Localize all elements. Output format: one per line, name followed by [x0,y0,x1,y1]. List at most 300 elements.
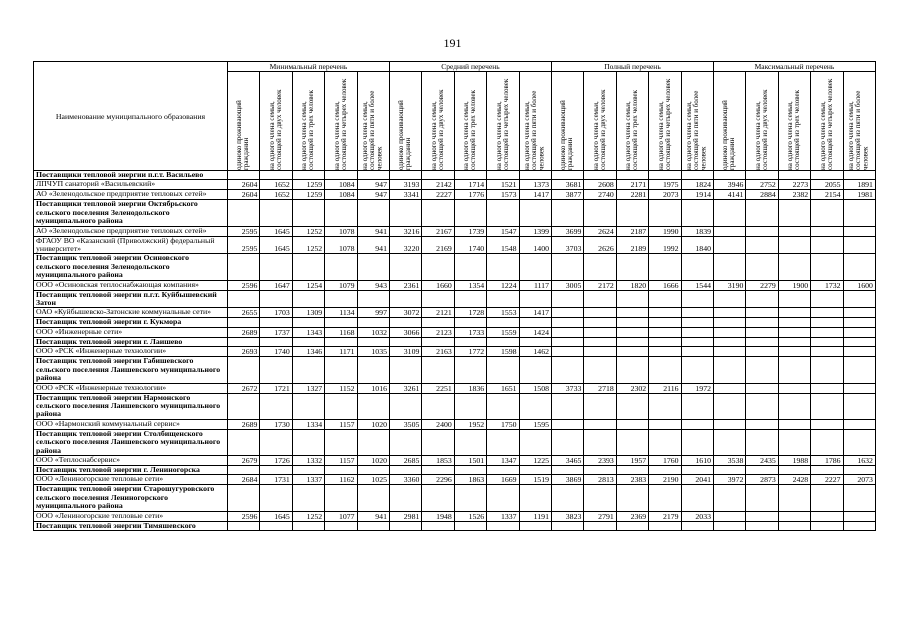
value-cell: 941 [357,236,389,254]
value-cell [325,290,357,308]
value-cell [519,254,551,280]
value-cell: 2400 [422,419,454,429]
value-cell: 2626 [584,236,616,254]
value-cell [843,308,875,318]
value-cell [519,290,551,308]
value-cell: 1750 [487,419,519,429]
value-cell: 1157 [325,455,357,465]
value-cell [389,254,421,280]
value-cell [357,357,389,383]
value-cell [228,465,260,474]
value-cell [649,521,681,530]
value-cell: 1254 [292,280,324,290]
subcolumn-header-text: одиноко проживающий гражданин [397,100,413,170]
value-cell [649,171,681,180]
value-cell [357,337,389,346]
value-cell [649,200,681,226]
value-cell [843,236,875,254]
value-cell [811,254,843,280]
value-cell [551,357,583,383]
value-cell [713,200,745,226]
value-cell [487,357,519,383]
value-cell: 1225 [519,455,551,465]
value-cell [843,254,875,280]
value-cell [325,171,357,180]
value-cell [616,318,648,327]
value-cell: 2873 [746,475,778,485]
value-cell: 1152 [325,383,357,393]
organization-name: ОАО «Куйбышевско-Затонские коммунальные сети» [34,308,228,318]
value-cell: 3360 [389,475,421,485]
value-cell: 2884 [746,190,778,200]
value-cell: 947 [357,180,389,190]
value-cell: 3005 [551,280,583,290]
value-cell: 1553 [487,308,519,318]
value-cell: 1948 [422,511,454,521]
value-cell [616,200,648,226]
value-cell: 2685 [389,455,421,465]
section-row [34,485,876,511]
value-cell [292,290,324,308]
value-cell [681,393,713,419]
value-cell [649,308,681,318]
value-cell: 941 [357,511,389,521]
value-cell: 4141 [713,190,745,200]
value-cell: 1077 [325,511,357,521]
value-cell [681,308,713,318]
value-cell [681,200,713,226]
value-cell: 1400 [519,236,551,254]
table-row [34,236,876,254]
value-cell [389,357,421,383]
value-cell [811,226,843,236]
value-cell [778,337,810,346]
value-cell: 3972 [713,475,745,485]
value-cell [584,337,616,346]
section-title: Поставщики тепловой энергии п.г.т. Васильево [34,171,228,180]
value-cell: 2172 [584,280,616,290]
value-cell: 2073 [649,190,681,200]
value-cell [487,290,519,308]
value-cell: 2281 [616,190,648,200]
value-cell: 2672 [228,383,260,393]
value-cell [389,393,421,419]
value-cell [260,521,292,530]
value-cell: 943 [357,280,389,290]
subcolumn-header-text: на одного члена семьи, состоящей из четырех человек [494,78,510,170]
value-cell [292,521,324,530]
value-cell [713,419,745,429]
value-cell: 1952 [454,419,486,429]
value-cell [454,521,486,530]
value-cell [584,200,616,226]
value-cell: 2393 [584,455,616,465]
value-cell: 3190 [713,280,745,290]
value-cell: 1162 [325,475,357,485]
value-cell [713,254,745,280]
value-cell [843,429,875,455]
value-cell [649,254,681,280]
value-cell: 997 [357,308,389,318]
value-cell: 1526 [454,511,486,521]
value-cell [292,254,324,280]
value-cell [389,337,421,346]
value-cell [584,290,616,308]
value-cell [454,357,486,383]
value-cell [811,236,843,254]
value-cell [616,521,648,530]
value-cell: 2167 [422,226,454,236]
value-cell: 1914 [681,190,713,200]
section-title: Поставщик тепловой энергии п.г.т. Куйбышевский Затон [34,290,228,308]
value-cell [713,308,745,318]
value-cell [746,393,778,419]
table-row [34,347,876,357]
section-row [34,171,876,180]
subcolumn-header [422,72,454,171]
value-cell: 1399 [519,226,551,236]
subcolumn-header-text: одиноко проживающий гражданин [559,100,575,170]
value-cell: 1117 [519,280,551,290]
value-cell: 2383 [616,475,648,485]
value-cell [778,511,810,521]
value-cell: 1730 [260,419,292,429]
value-cell [454,254,486,280]
value-cell [713,290,745,308]
value-cell [519,393,551,419]
value-cell [422,393,454,419]
value-cell: 3946 [713,180,745,190]
table-row [34,280,876,290]
value-cell: 2604 [228,190,260,200]
value-cell [260,429,292,455]
value-cell [778,236,810,254]
table-row [34,226,876,236]
value-cell [551,200,583,226]
value-cell [681,465,713,474]
subcolumn-header [649,72,681,171]
value-cell: 2684 [228,475,260,485]
value-cell: 3220 [389,236,421,254]
value-cell: 2595 [228,226,260,236]
value-cell: 2679 [228,455,260,465]
value-cell: 3877 [551,190,583,200]
value-cell: 1645 [260,511,292,521]
value-cell [649,337,681,346]
value-cell [843,318,875,327]
value-cell [811,200,843,226]
value-cell: 1839 [681,226,713,236]
value-cell: 2227 [811,475,843,485]
value-cell [811,337,843,346]
subcolumn-header-text: на одного члена семьи, состоящей из трех человек [624,90,640,170]
value-cell [325,393,357,419]
value-cell: 1733 [454,327,486,337]
value-cell: 2689 [228,419,260,429]
value-cell [325,337,357,346]
value-cell [228,290,260,308]
value-cell [746,308,778,318]
section-row [34,200,876,226]
value-cell [292,171,324,180]
value-cell [487,171,519,180]
value-cell: 1462 [519,347,551,357]
section-title: Поставщики тепловой энергии Октябрьского сельского поселения Зеленодольского муниципального района [34,200,228,226]
value-cell [616,327,648,337]
value-cell: 1669 [487,475,519,485]
value-cell [584,347,616,357]
value-cell [422,357,454,383]
value-cell [325,254,357,280]
section-title: Поставщик тепловой энергии Тимяшевского [34,521,228,530]
value-cell [713,171,745,180]
name-column-header: Наименование муниципального образования [34,62,228,171]
value-cell [843,226,875,236]
value-cell: 3216 [389,226,421,236]
value-cell [389,318,421,327]
value-cell: 1501 [454,455,486,465]
table-row [34,475,876,485]
value-cell [616,419,648,429]
value-cell [487,337,519,346]
value-cell [584,318,616,327]
value-cell [713,485,745,511]
value-cell [584,327,616,337]
value-cell [292,337,324,346]
section-title: Поставщик тепловой энергии Габишевского сельского поселения Лаишевского муниципального района [34,357,228,383]
value-cell: 2116 [649,383,681,393]
value-cell: 3733 [551,383,583,393]
value-cell: 1824 [681,180,713,190]
value-cell [454,465,486,474]
value-cell [357,290,389,308]
subcolumn-header [228,72,260,171]
value-cell: 3341 [389,190,421,200]
value-cell: 2791 [584,511,616,521]
value-cell: 1772 [454,347,486,357]
value-cell [811,357,843,383]
value-cell: 1652 [260,190,292,200]
value-cell [649,393,681,419]
value-cell [811,521,843,530]
value-cell [519,465,551,474]
value-cell: 1171 [325,347,357,357]
value-cell [811,393,843,419]
value-cell: 1760 [649,455,681,465]
subcolumn-header-text: на одного члена семьи, состоящей из пяти и более человек [523,90,546,170]
value-cell [746,236,778,254]
value-cell [843,419,875,429]
value-cell: 1652 [260,180,292,190]
value-cell [260,254,292,280]
subcolumn-header-text: одиноко проживающий гражданин [235,100,251,170]
value-cell: 2604 [228,180,260,190]
value-cell [260,290,292,308]
value-cell: 1347 [487,455,519,465]
value-cell: 2190 [649,475,681,485]
section-row [34,290,876,308]
value-cell [551,171,583,180]
table-row [34,190,876,200]
value-cell [325,357,357,383]
value-cell: 1988 [778,455,810,465]
value-cell [454,290,486,308]
value-cell: 1020 [357,419,389,429]
value-cell [551,347,583,357]
value-cell: 2369 [616,511,648,521]
subcolumn-header [357,72,389,171]
value-cell: 2752 [746,180,778,190]
value-cell: 3261 [389,383,421,393]
value-cell [778,419,810,429]
group-header: Минимальный перечень [228,62,390,72]
value-cell: 3823 [551,511,583,521]
value-cell: 2189 [616,236,648,254]
value-cell [584,357,616,383]
table-row [34,455,876,465]
value-cell [746,485,778,511]
value-cell [811,347,843,357]
value-cell [649,357,681,383]
value-cell: 1519 [519,475,551,485]
value-cell: 1025 [357,475,389,485]
value-cell [487,429,519,455]
table-row [34,511,876,521]
subcolumn-header [454,72,486,171]
value-cell [519,171,551,180]
value-cell [811,511,843,521]
value-cell: 1863 [454,475,486,485]
value-cell [778,465,810,474]
value-cell: 1373 [519,180,551,190]
value-cell [681,521,713,530]
value-cell [746,383,778,393]
value-cell [746,254,778,280]
value-cell: 2142 [422,180,454,190]
value-cell [519,357,551,383]
value-cell [422,318,454,327]
value-cell: 3869 [551,475,583,485]
value-cell [422,171,454,180]
value-cell [389,200,421,226]
value-cell: 1740 [454,236,486,254]
organization-name: АО «Зеленодольское предприятие тепловых сетей» [34,190,228,200]
value-cell [713,236,745,254]
value-cell [422,429,454,455]
value-cell: 1990 [649,226,681,236]
value-cell [746,347,778,357]
value-cell [584,254,616,280]
value-cell [616,393,648,419]
value-cell [551,419,583,429]
value-cell [389,465,421,474]
value-cell: 1084 [325,190,357,200]
value-cell: 3538 [713,455,745,465]
value-cell [325,318,357,327]
value-cell [454,393,486,419]
value-cell [746,290,778,308]
value-cell [681,318,713,327]
value-cell: 1739 [454,226,486,236]
value-cell: 2227 [422,190,454,200]
value-cell: 2740 [584,190,616,200]
value-cell [713,357,745,383]
value-cell: 1337 [487,511,519,521]
value-cell: 2273 [778,180,810,190]
value-cell [487,393,519,419]
value-cell [519,521,551,530]
value-cell: 1020 [357,455,389,465]
value-cell: 1259 [292,180,324,190]
value-cell [616,290,648,308]
value-cell: 1647 [260,280,292,290]
organization-name: ООО «Инженерные сети» [34,327,228,337]
subcolumn-header [681,72,713,171]
value-cell [713,429,745,455]
value-cell: 3465 [551,455,583,465]
value-cell [811,485,843,511]
subcolumn-header-text: на одного члена семьи, состоящей из двух человек [429,89,446,170]
value-cell [746,171,778,180]
value-cell [551,290,583,308]
value-cell [649,465,681,474]
value-cell [584,429,616,455]
value-cell [843,200,875,226]
value-cell [292,318,324,327]
value-cell [519,429,551,455]
value-cell: 1975 [649,180,681,190]
value-cell [746,200,778,226]
value-cell [551,254,583,280]
value-cell: 1032 [357,327,389,337]
subcolumn-header-text: на одного члена семьи, состоящей из двух человек [753,89,770,170]
value-cell: 3193 [389,180,421,190]
value-cell: 2073 [843,475,875,485]
subcolumn-header [584,72,616,171]
value-cell [357,429,389,455]
value-cell: 1548 [487,236,519,254]
value-cell: 1424 [519,327,551,337]
value-cell [681,429,713,455]
value-cell [551,308,583,318]
organization-name: ООО «Теплоснабсервис» [34,455,228,465]
value-cell [584,465,616,474]
section-row [34,521,876,530]
value-cell [292,465,324,474]
value-cell: 1632 [843,455,875,465]
value-cell: 2655 [228,308,260,318]
value-cell [357,318,389,327]
value-cell: 947 [357,190,389,200]
value-cell: 3703 [551,236,583,254]
value-cell [389,171,421,180]
value-cell: 3072 [389,308,421,318]
subcolumn-header-text: на одного члена семьи, состоящей из двух человек [591,89,608,170]
value-cell: 3681 [551,180,583,190]
value-cell [228,318,260,327]
value-cell: 2033 [681,511,713,521]
subcolumn-header [487,72,519,171]
value-cell: 1740 [260,347,292,357]
value-cell: 2296 [422,475,454,485]
value-cell [422,485,454,511]
value-cell: 1079 [325,280,357,290]
group-header: Полный перечень [551,62,713,72]
value-cell [713,383,745,393]
value-cell: 1645 [260,226,292,236]
value-cell [357,393,389,419]
value-cell [811,429,843,455]
